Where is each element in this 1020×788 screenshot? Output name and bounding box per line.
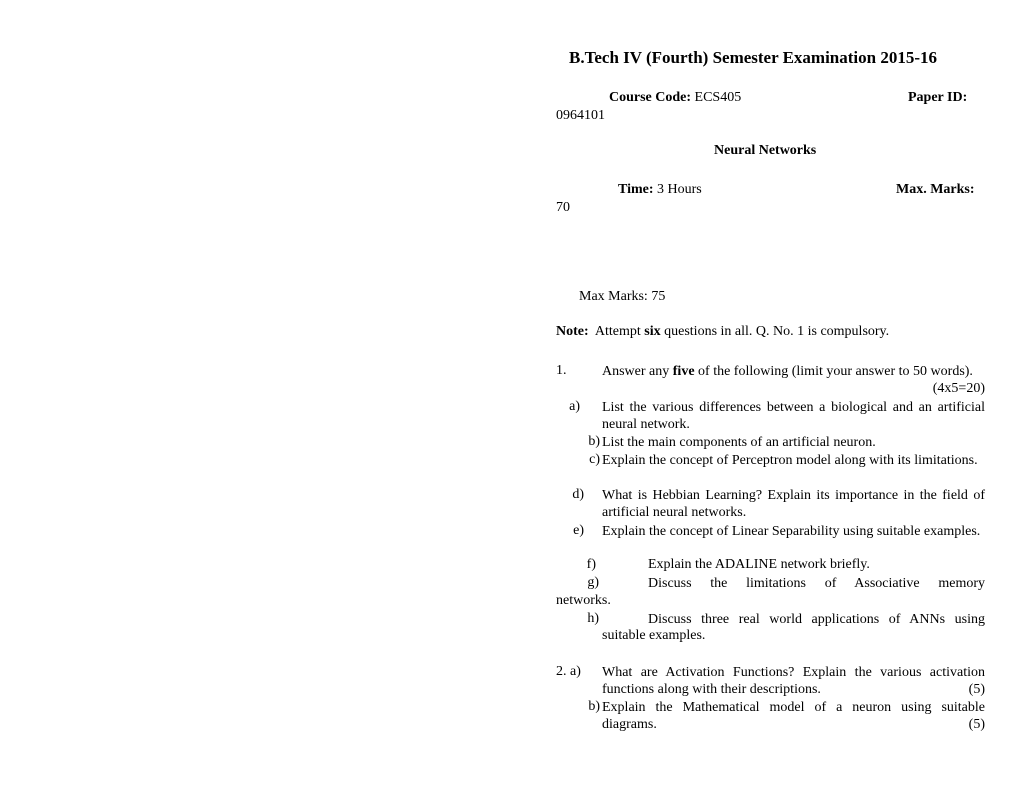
time-label: Time: (618, 182, 654, 197)
paper-id-value: 0964101 (556, 108, 605, 123)
q1-marks: (4x5=20) (932, 381, 985, 396)
max-marks-line: Max Marks: 75 (579, 289, 666, 304)
note-emph: six (644, 324, 661, 339)
q2-b-label: b) (588, 699, 600, 714)
time-value: 3 Hours (657, 182, 702, 197)
q1-text-before: Answer any (602, 364, 670, 379)
q1-item-e-label: e) (573, 523, 584, 538)
q1-item-b-label: b) (588, 434, 600, 449)
time (618, 182, 702, 198)
q2-a (602, 664, 985, 698)
course-code-label: Course Code: (609, 90, 692, 105)
q1-item-b-text: List the main components of an artificial neuron. (602, 435, 876, 450)
q1-item-e-text: Explain the concept of Linear Separability using suitable examples. (602, 524, 981, 539)
q1-item-h-text: Discuss three real world applications of ANNs using (648, 612, 985, 627)
q2-a-text: What are Activation Functions? Explain the various activation functions along with their descriptions. (602, 665, 985, 697)
q1-item-c-text: Explain the concept of Perceptron model along with its limitations. (602, 453, 978, 468)
paper-id-label: Paper ID: (908, 90, 968, 105)
q2-b-marks: (5) (968, 717, 985, 732)
q1-number: 1. (556, 363, 567, 378)
q1-item-f-text: Explain the ADALINE network briefly. (648, 557, 870, 572)
course-code-value: ECS405 (694, 90, 742, 105)
q1-item-f-label: f) (586, 557, 596, 572)
note (556, 324, 889, 340)
q1-emph: five (672, 364, 695, 379)
exam-title: B.Tech IV (Fourth) Semester Examination 2015-16 (569, 48, 938, 67)
q1-item-g-text: Discuss the limitations of Associative memory (648, 576, 985, 591)
q2-b-text: Explain the Mathematical model of a neuron using suitable diagrams. (602, 700, 985, 732)
q1-item-a-label: a) (569, 399, 580, 414)
q1-item-c-label: c) (589, 452, 600, 467)
q2-number: 2. a) (556, 664, 581, 679)
note-label: Note: (556, 324, 589, 339)
q2-b (602, 699, 985, 733)
max-marks-label: Max. Marks: (896, 182, 975, 197)
q1-item-g-continued: networks. (556, 593, 611, 608)
q1-text (602, 363, 985, 397)
q1-item-d-text: What is Hebbian Learning? Explain its importance in the field of artificial neural networks. (602, 488, 985, 520)
course-code (609, 90, 741, 106)
q1-item-h-label: h) (587, 611, 599, 626)
q1-text-after: of the following (limit your answer to 50 words). (698, 364, 973, 379)
q1-item-h-continued: suitable examples. (602, 628, 706, 643)
q1-item-g-label: g) (587, 575, 599, 590)
max-marks-value: 70 (556, 200, 570, 215)
note-text-after: questions in all. Q. No. 1 is compulsory. (664, 324, 890, 339)
subject-title: Neural Networks (714, 143, 817, 158)
note-text-before: Attempt (594, 324, 641, 339)
q1-item-d-label: d) (572, 487, 584, 502)
q2-a-marks: (5) (968, 682, 985, 697)
q1-item-a-text: List the various differences between a biological and an artificial neural network. (602, 400, 985, 432)
